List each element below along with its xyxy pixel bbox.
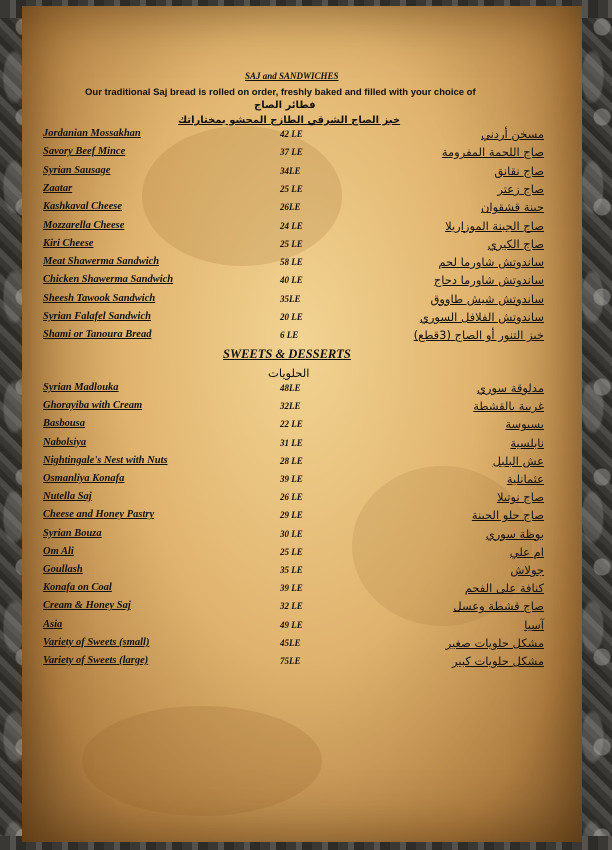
menu-item-name: Basbousa — [43, 418, 86, 430]
menu-item-price: 58 LE — [280, 257, 303, 268]
menu-item-price: 31 LE — [280, 437, 303, 448]
menu-item-price: 30 LE — [280, 528, 303, 539]
menu-item-name: Nutella Saj — [43, 491, 92, 503]
menu-item-name: Shami or Tanoura Bread — [43, 329, 152, 341]
menu-item-arabic-name: ساندوتش شاورما دجاج — [433, 273, 544, 288]
menu-item-name: Goullash — [43, 564, 83, 575]
section-arabic-title: فطائر الصاج — [254, 100, 316, 111]
menu-item-name: Konafa on Coal — [43, 582, 112, 594]
section-title-saj: SAJ and SANDWICHES — [245, 71, 339, 81]
menu-item-name: Variety of Sweets (small) — [43, 636, 150, 648]
menu-item-price: 20 LE — [280, 312, 303, 322]
menu-item-price: 48LE — [280, 383, 301, 393]
section-arabic-intro: خبز الصاج الشرقي الطازج المحشو بمختاراتك — [178, 115, 401, 126]
menu-item-name: Mozzarella Cheese — [43, 219, 125, 231]
menu-item-price: 35LE — [280, 293, 301, 304]
menu-item-name: Cream & Honey Saj — [43, 600, 131, 612]
menu-item-arabic-name: صاج اللحمة المفرومة — [441, 145, 544, 160]
menu-item-arabic-name: جبنة قشقوان — [480, 200, 544, 215]
menu-item-price: 45LE — [280, 637, 301, 648]
menu-item-price: 26 LE — [280, 492, 303, 503]
menu-item-price: 25 LE — [280, 183, 303, 194]
menu-item-arabic-name: صاج نقانق — [494, 163, 544, 178]
menu-item-name: Syrian Falafel Sandwich — [43, 311, 151, 322]
section-intro-text: Our traditional Saj bread is rolled on order, freshly baked and filled with your choice of — [85, 87, 476, 98]
menu-item-price: 39 LE — [280, 583, 303, 594]
menu-item-name: Sheesh Tawook Sandwich — [43, 292, 156, 304]
menu-item-price: 6 LE — [280, 330, 299, 341]
menu-item-price: 34LE — [280, 165, 301, 176]
menu-item-arabic-name: كنافة على الفحم — [464, 581, 544, 596]
menu-item-arabic-name: بسبوسة — [505, 417, 544, 432]
menu-item-arabic-name: بوظة سوري — [485, 526, 544, 541]
menu-item-price: 28 LE — [280, 455, 303, 466]
menu-item-arabic-name: عش البلبل — [492, 453, 544, 468]
menu-item-price: 49 LE — [280, 619, 303, 630]
menu-item-price: 75LE — [280, 656, 301, 666]
menu-item-arabic-name: ساندوتش الفلافل السوري — [419, 310, 544, 324]
menu-item-price: 29 LE — [280, 510, 303, 521]
menu-item-name: Chicken Shawerma Sandwich — [43, 274, 174, 286]
menu-item-name: Meat Shawerma Sandwich — [43, 256, 160, 268]
menu-item-name: Asia — [43, 618, 63, 630]
menu-item-name: Kiri Cheese — [43, 237, 94, 249]
menu-item-arabic-name: صاج الكيري — [487, 236, 544, 251]
menu-item-name: Jordanian Mossakhan — [43, 128, 141, 139]
menu-item-price: 39 LE — [280, 474, 303, 484]
menu-item-arabic-name: مشكل حلويات صغير — [445, 635, 544, 650]
menu-item-arabic-name: ام علي — [509, 544, 544, 559]
menu-item-price: 24 LE — [280, 220, 303, 231]
menu-item-name: Nightingale's Nest with Nuts — [43, 454, 168, 466]
menu-item-name: Syrian Bouza — [43, 527, 102, 539]
menu-item-price: 35 LE — [280, 565, 303, 575]
menu-item-name: Kashkaval Cheese — [43, 201, 123, 213]
menu-item-price: 26LE — [280, 202, 301, 213]
menu-item-arabic-name: صاج نوتيلا — [496, 490, 544, 505]
menu-item-arabic-name: صاج زعتر — [497, 181, 544, 196]
menu-item-price: 32 LE — [280, 601, 303, 612]
menu-item-price: 37 LE — [280, 147, 303, 158]
decorative-border-right — [578, 0, 612, 850]
menu-item-price: 25 LE — [280, 546, 303, 557]
menu-item-arabic-name: مسخن أردني — [481, 127, 544, 141]
menu-item-name: Savory Beef Mince — [43, 146, 126, 158]
menu-item-price: 42 LE — [280, 129, 303, 139]
section-arabic-title-sweets: الحلويات — [268, 366, 310, 380]
menu-item-name: Variety of Sweets (large) — [43, 655, 149, 666]
menu-item-arabic-name: آسيا — [524, 617, 544, 632]
menu-item-arabic-name: مشكل حلويات كبير — [452, 654, 544, 668]
menu-item-arabic-name: خبز التنور أو الصاج (3قطع) — [413, 328, 544, 343]
menu-item-name: Zaatar — [43, 182, 73, 194]
menu-item-arabic-name: ساندوتش شيش طاووق — [430, 291, 544, 306]
menu-item-name: Osmanliya Konafa — [43, 473, 125, 484]
menu-item-arabic-name: صاج حلو الجبنة — [471, 508, 544, 523]
menu-item-name: Ghorayiba with Cream — [43, 400, 143, 412]
menu-item-name: Cheese and Honey Pastry — [43, 509, 155, 521]
menu-item-arabic-name: صاج الجبنة الموزاريلا — [445, 218, 544, 233]
menu-item-name: Om Ali — [43, 545, 74, 557]
menu-item-arabic-name: غريبة بالقشطة — [473, 399, 544, 414]
menu-item-name: Syrian Sausage — [43, 164, 111, 176]
menu-item-price: 32LE — [280, 401, 301, 412]
menu-item-price: 25 LE — [280, 238, 303, 249]
menu-item-price: 22 LE — [280, 419, 303, 430]
menu-item-name: Syrian Madlouka — [43, 382, 119, 393]
menu-item-arabic-name: نابلسية — [510, 435, 544, 450]
menu-item-arabic-name: صاج قشطة وعسل — [453, 599, 544, 614]
menu-item-arabic-name: ساندوتش شاورما لحم — [438, 255, 544, 270]
section-title-sweets: SWEETS & DESSERTS — [223, 347, 351, 361]
menu-item-name: Nabolsiya — [43, 436, 87, 448]
menu-item-arabic-name: مدلوقة سوري — [476, 381, 544, 395]
menu-item-arabic-name: عثمانلية — [506, 472, 544, 486]
menu-item-price: 40 LE — [280, 275, 303, 286]
menu-item-arabic-name: جولاش — [510, 563, 544, 577]
